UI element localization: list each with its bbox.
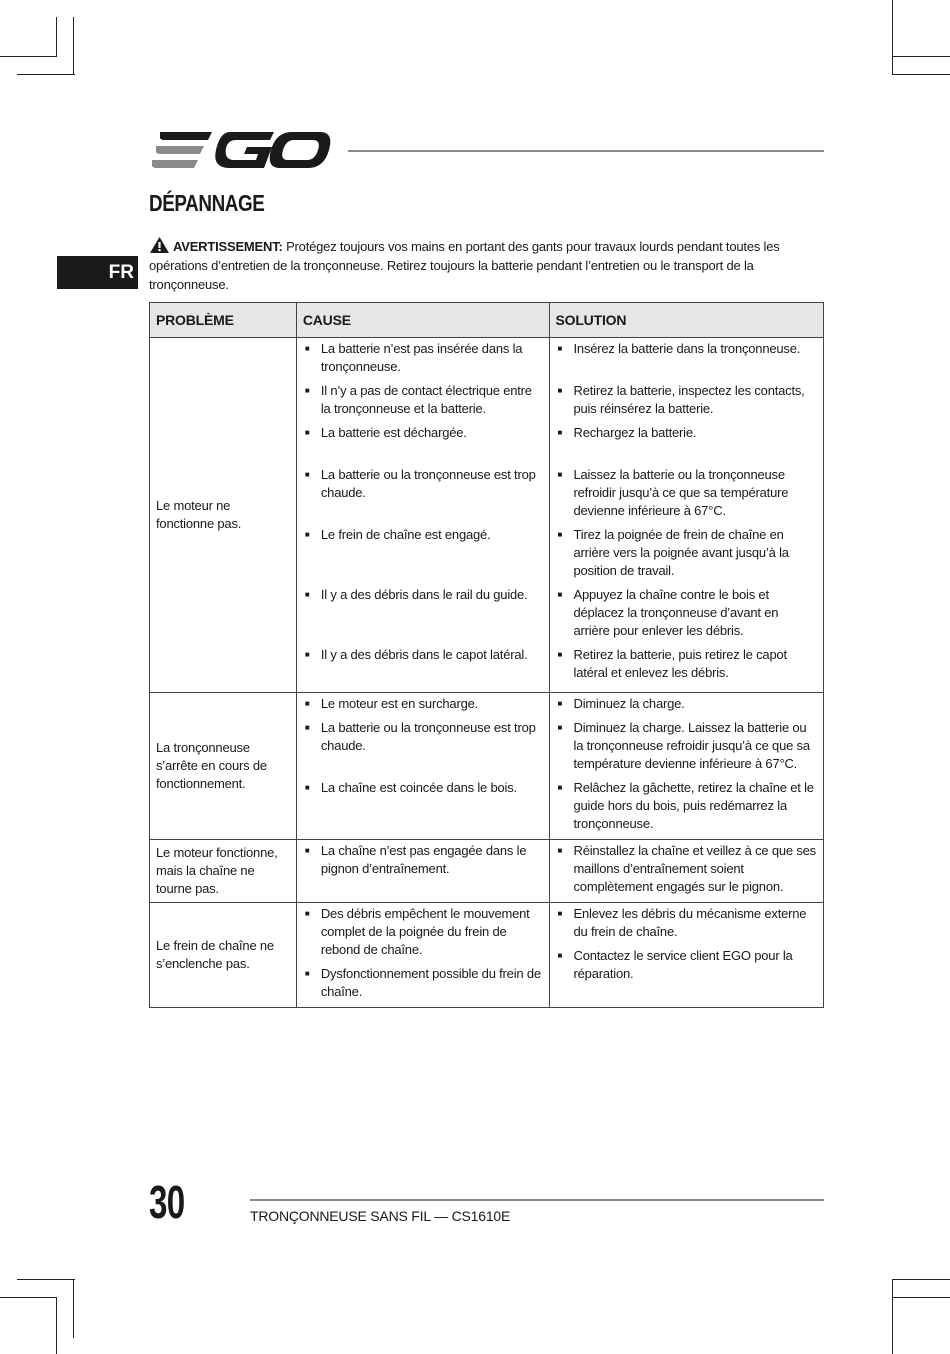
crop-mark (892, 1279, 950, 1280)
warning-notice (149, 236, 825, 294)
solution-item: ■ Insérez la batterie dans la tronçonneuse. (557, 341, 801, 356)
crop-mark (0, 56, 57, 57)
solution-item: ■ Appuyez la chaîne contre le bois et déplacez la tronçonneuse d’avant en arrière pour enlever les débris. (557, 587, 779, 638)
bullet-icon: ■ (304, 909, 310, 918)
cause-cell (296, 338, 549, 693)
cause-item: ■ La chaîne est coincée dans le bois. (304, 780, 517, 795)
crop-mark (0, 1297, 57, 1298)
solution-item: ■ Retirez la batterie, inspectez les contacts, puis réinsérez la batterie. (557, 383, 805, 416)
solution-cell (549, 840, 824, 903)
solution-item: ■ Tirez la poignée de frein de chaîne en arrière vers la poignée avant jusqu’à la position de travail. (557, 527, 789, 578)
solution-cell (549, 693, 824, 840)
bullet-icon: ■ (304, 344, 310, 353)
problem-cell: La tronçonneuse s’arrête en cours de fonctionnement. (150, 693, 297, 840)
cause-item: ■ Des débris empêchent le mouvement complet de la poignée du frein de rebond de chaîne. (304, 906, 530, 957)
crop-mark (892, 0, 893, 75)
bullet-icon: ■ (304, 783, 310, 792)
table-row (150, 903, 824, 1008)
solution-item: ■ Réinstallez la chaîne et veillez à ce que ses maillons d’entraînement soient complètement engagés sur le pignon. (557, 843, 816, 894)
solution-cell (549, 903, 824, 1008)
cause-item: ■ La batterie n’est pas insérée dans la tronçonneuse. (304, 341, 523, 374)
crop-mark (56, 1297, 57, 1354)
warning-label: AVERTISSEMENT: (173, 239, 283, 254)
solution-item: ■ Retirez la batterie, puis retirez le capot latéral et enlevez les débris. (557, 647, 787, 680)
solution-cell (549, 338, 824, 693)
bullet-icon: ■ (304, 699, 310, 708)
cause-cell (296, 693, 549, 840)
table-header-row (150, 303, 824, 338)
ego-logo (150, 128, 332, 172)
header-solution: SOLUTION (549, 303, 824, 338)
bullet-icon: ■ (557, 530, 563, 539)
bullet-icon: ■ (304, 470, 310, 479)
bullet-icon: ■ (304, 386, 310, 395)
cause-item: ■ Le frein de chaîne est engagé. (304, 527, 491, 542)
crop-mark (892, 74, 950, 75)
cause-item: ■ Il y a des débris dans le capot latéral. (304, 647, 528, 662)
cause-item: ■ Il n’y a pas de contact électrique entre la tronçonneuse et la batterie. (304, 383, 532, 416)
bullet-icon: ■ (304, 590, 310, 599)
bullet-icon: ■ (557, 951, 563, 960)
cause-cell (296, 903, 549, 1008)
page-number: 30 (149, 1176, 185, 1228)
bullet-icon: ■ (557, 590, 563, 599)
bullet-icon: ■ (557, 846, 563, 855)
bullet-icon: ■ (304, 969, 310, 978)
solution-item: ■ Rechargez la batterie. (557, 425, 697, 440)
bullet-icon: ■ (304, 530, 310, 539)
solution-item: ■ Contactez le service client EGO pour la réparation. (557, 948, 793, 981)
bullet-icon: ■ (304, 723, 310, 732)
solution-item: ■ Diminuez la charge. (557, 696, 685, 711)
bullet-icon: ■ (557, 699, 563, 708)
bullet-icon: ■ (557, 783, 563, 792)
problem-cell: Le moteur fonctionne, mais la chaîne ne tourne pas. (150, 840, 297, 903)
crop-mark (56, 17, 57, 57)
crop-mark (892, 1279, 893, 1354)
cause-cell (296, 840, 549, 903)
solution-item: ■ Relâchez la gâchette, retirez la chaîne et le guide hors du bois, puis redémarrez la tronçonneuse. (557, 780, 814, 831)
solution-item: ■ Enlevez les débris du mécanisme externe du frein de chaîne. (557, 906, 807, 939)
header-problem: PROBLÈME (150, 303, 297, 338)
bullet-icon: ■ (557, 723, 563, 732)
bullet-icon: ■ (557, 386, 563, 395)
cause-item: ■ Le moteur est en surcharge. (304, 696, 479, 711)
warning-icon (149, 236, 170, 254)
problem-cell: Le frein de chaîne ne s’enclenche pas. (150, 903, 297, 1008)
troubleshooting-table (149, 302, 824, 1008)
crop-mark (892, 1297, 950, 1298)
bullet-icon: ■ (304, 846, 310, 855)
cause-item: ■ La batterie est déchargée. (304, 425, 467, 440)
table-row (150, 840, 824, 903)
solution-item: ■ Laissez la batterie ou la tronçonneuse refroidir jusqu’à ce que sa température devienne inférieure à 67°C. (557, 467, 789, 518)
table-row (150, 693, 824, 840)
footer-product-title: TRONÇONNEUSE SANS FIL — CS1610E (250, 1208, 511, 1224)
cause-item: ■ La chaîne n’est pas engagée dans le pignon d’entraînement. (304, 843, 527, 876)
language-tab: FR (57, 256, 138, 289)
warning-text: Protégez toujours vos mains en portant des gants pour travaux lourds pendant toutes les opérations d’entretien de la tronçonneuse. Retirez toujours la batterie pendant l’entretien ou le transport de la tronçonneuse. (149, 239, 780, 292)
bullet-icon: ■ (304, 650, 310, 659)
header-rule (348, 150, 824, 152)
bullet-icon: ■ (557, 650, 563, 659)
bullet-icon: ■ (557, 344, 563, 353)
cause-item: ■ Il y a des débris dans le rail du guide. (304, 587, 528, 602)
bullet-icon: ■ (304, 428, 310, 437)
cause-item: ■ La batterie ou la tronçonneuse est trop chaude. (304, 720, 536, 753)
bullet-icon: ■ (557, 428, 563, 437)
header-cause: CAUSE (296, 303, 549, 338)
bullet-icon: ■ (557, 470, 563, 479)
crop-mark (73, 17, 74, 75)
solution-item: ■ Diminuez la charge. Laissez la batterie ou la tronçonneuse refroidir jusqu’à ce que sa température devienne inférieure à 67°C. (557, 720, 810, 771)
crop-mark (17, 74, 75, 75)
crop-mark (892, 56, 950, 57)
page-title: DÉPANNAGE (149, 190, 265, 216)
table-row (150, 338, 824, 693)
problem-cell: Le moteur ne fonctionne pas. (150, 338, 297, 693)
bullet-icon: ■ (557, 909, 563, 918)
crop-mark (73, 1280, 74, 1338)
cause-item: ■ La batterie ou la tronçonneuse est trop chaude. (304, 467, 536, 500)
footer-rule (250, 1199, 824, 1201)
crop-mark (17, 1279, 75, 1280)
cause-item: ■ Dysfonctionnement possible du frein de chaîne. (304, 966, 541, 999)
